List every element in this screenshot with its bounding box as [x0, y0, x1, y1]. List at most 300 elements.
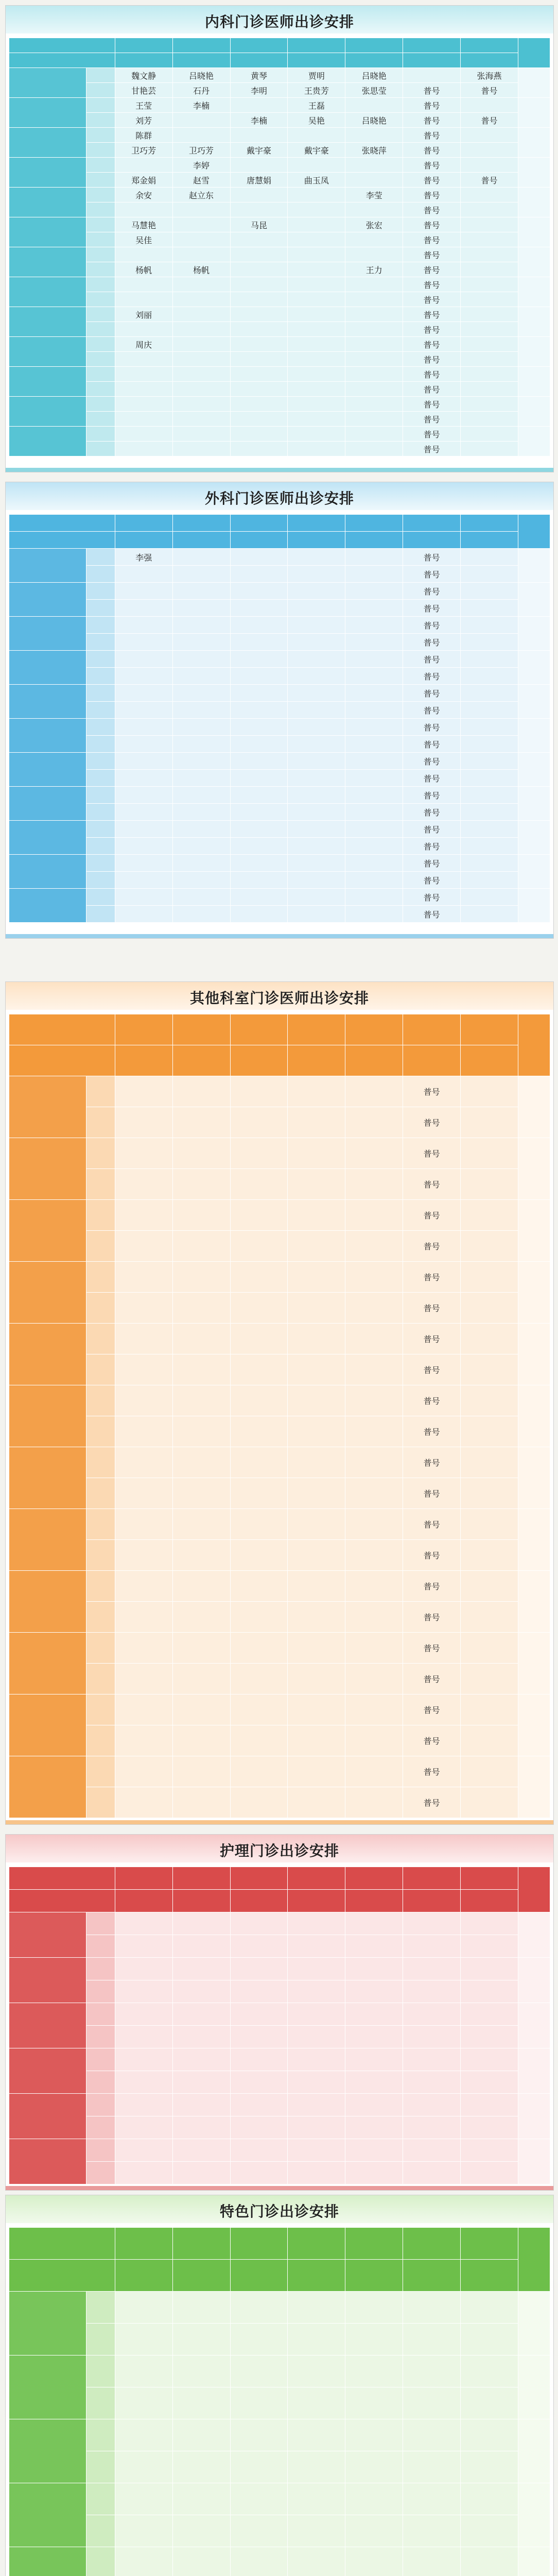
period-label — [86, 2094, 115, 2116]
doctor-cell: 普号 — [403, 143, 461, 158]
doctor-cell — [115, 753, 172, 770]
doctor-cell — [172, 651, 230, 668]
table-row — [9, 2324, 550, 2355]
doctor-cell — [115, 2515, 172, 2547]
dept-name — [9, 719, 86, 753]
doctor-cell — [288, 188, 345, 202]
period-label — [86, 770, 115, 787]
doctor-cell — [345, 1138, 403, 1169]
doctor-cell — [345, 2094, 403, 2116]
doctor-cell — [115, 1912, 172, 1935]
doctor-cell — [461, 549, 518, 566]
doctor-cell — [230, 1447, 288, 1478]
doctor-cell — [345, 2292, 403, 2324]
doctor-cell — [288, 872, 345, 889]
doctor-cell — [345, 906, 403, 923]
doctor-cell — [461, 1169, 518, 1200]
doctor-cell — [461, 247, 518, 262]
doctor-cell — [345, 397, 403, 412]
table-row — [9, 1912, 550, 1935]
doctor-cell — [288, 668, 345, 685]
doctor-cell: 王磊 — [288, 98, 345, 113]
dept-name — [9, 821, 86, 855]
period-label — [86, 247, 115, 262]
doctor-cell — [115, 2162, 172, 2184]
doctor-cell — [115, 427, 172, 442]
table-row — [9, 1725, 550, 1756]
table-row — [9, 1231, 550, 1262]
location-cell — [518, 1262, 550, 1324]
dept-name — [9, 787, 86, 821]
table-row — [9, 1633, 550, 1664]
table-row — [9, 872, 550, 889]
doctor-cell — [345, 2071, 403, 2094]
period-label — [86, 262, 115, 277]
period-label — [86, 685, 115, 702]
doctor-cell — [115, 583, 172, 600]
period-label — [86, 1756, 115, 1787]
doctor-cell — [345, 1912, 403, 1935]
dept-name — [9, 1756, 86, 1818]
doctor-cell — [461, 1980, 518, 2003]
doctor-cell — [345, 753, 403, 770]
header-day — [461, 1867, 518, 1890]
header-day — [230, 1014, 288, 1045]
doctor-cell — [172, 2419, 230, 2451]
doctor-cell — [172, 1958, 230, 1980]
doctor-cell — [461, 2003, 518, 2026]
doctor-cell — [345, 1324, 403, 1354]
doctor-cell — [115, 702, 172, 719]
doctor-cell — [172, 2387, 230, 2419]
doctor-cell — [288, 1138, 345, 1169]
doctor-cell: 普号 — [403, 232, 461, 247]
doctor-cell — [115, 2116, 172, 2139]
doctor-cell: 普号 — [403, 1478, 461, 1509]
doctor-cell — [115, 1200, 172, 1231]
doctor-cell — [115, 1571, 172, 1602]
period-label — [86, 583, 115, 600]
location-cell — [518, 753, 550, 787]
doctor-cell — [461, 1231, 518, 1262]
location-cell — [518, 787, 550, 821]
doctor-cell — [345, 337, 403, 352]
period-label — [86, 83, 115, 98]
period-label — [86, 232, 115, 247]
doctor-cell — [172, 1324, 230, 1354]
doctor-cell — [345, 442, 403, 456]
period-label — [86, 2483, 115, 2515]
doctor-cell — [288, 549, 345, 566]
table-row — [9, 292, 550, 307]
doctor-cell — [172, 2116, 230, 2139]
doctor-cell: 吕晓艳 — [172, 68, 230, 83]
doctor-cell — [115, 719, 172, 736]
doctor-cell — [288, 2071, 345, 2094]
period-label — [86, 804, 115, 821]
doctor-cell — [403, 1935, 461, 1958]
doctor-cell: 普号 — [403, 188, 461, 202]
period-label — [86, 2139, 115, 2162]
doctor-cell — [288, 821, 345, 838]
period-label — [86, 128, 115, 143]
dept-name — [9, 549, 86, 583]
header-dept-label — [9, 532, 115, 549]
doctor-cell: 戴宇豪 — [230, 143, 288, 158]
header-date-label — [9, 1014, 115, 1045]
doctor-cell: 普号 — [403, 1107, 461, 1138]
doctor-cell — [172, 1354, 230, 1385]
doctor-cell — [230, 804, 288, 821]
doctor-cell — [115, 352, 172, 367]
doctor-cell — [345, 2515, 403, 2547]
doctor-cell: 李婷 — [172, 158, 230, 173]
doctor-cell — [461, 397, 518, 412]
doctor-cell — [115, 1664, 172, 1694]
doctor-cell: 普号 — [403, 889, 461, 906]
doctor-cell: 普号 — [403, 412, 461, 427]
doctor-cell — [172, 2515, 230, 2547]
table-row — [9, 549, 550, 566]
doctor-cell — [115, 1694, 172, 1725]
doctor-cell — [403, 2547, 461, 2576]
doctor-cell — [345, 158, 403, 173]
doctor-cell — [288, 2483, 345, 2515]
header-weekday — [345, 1890, 403, 1912]
doctor-cell — [115, 1293, 172, 1324]
doctor-cell — [115, 412, 172, 427]
doctor-cell — [288, 770, 345, 787]
location-cell — [518, 617, 550, 651]
doctor-cell: 吕晓艳 — [345, 113, 403, 128]
doctor-cell — [461, 2071, 518, 2094]
table-row — [9, 262, 550, 277]
table-row — [9, 412, 550, 427]
doctor-cell — [230, 98, 288, 113]
doctor-cell — [172, 702, 230, 719]
doctor-cell — [345, 685, 403, 702]
header-weekday — [403, 1045, 461, 1076]
doctor-cell — [230, 337, 288, 352]
doctor-cell — [288, 1787, 345, 1818]
doctor-cell — [230, 668, 288, 685]
doctor-cell — [115, 1107, 172, 1138]
doctor-cell — [115, 821, 172, 838]
header-day — [172, 1014, 230, 1045]
other-depts-section — [5, 981, 554, 1825]
period-label — [86, 736, 115, 753]
doctor-cell — [345, 1756, 403, 1787]
dept-name — [9, 367, 86, 397]
doctor-cell — [230, 753, 288, 770]
doctor-cell — [288, 2419, 345, 2451]
doctor-cell — [115, 838, 172, 855]
period-label — [86, 367, 115, 382]
doctor-cell — [461, 1602, 518, 1633]
dept-name — [9, 247, 86, 277]
doctor-cell — [172, 2048, 230, 2071]
table-row — [9, 1138, 550, 1169]
doctor-cell — [461, 367, 518, 382]
doctor-cell — [345, 566, 403, 583]
doctor-cell — [288, 322, 345, 337]
doctor-cell: 普号 — [461, 173, 518, 188]
doctor-cell — [461, 787, 518, 804]
doctor-cell — [345, 736, 403, 753]
doctor-cell — [230, 2116, 288, 2139]
doctor-cell: 普号 — [403, 1787, 461, 1818]
doctor-cell — [115, 1980, 172, 2003]
doctor-cell — [172, 397, 230, 412]
doctor-cell — [115, 2139, 172, 2162]
period-label — [86, 651, 115, 668]
doctor-cell — [172, 367, 230, 382]
doctor-cell — [288, 1958, 345, 1980]
header-day — [172, 2228, 230, 2260]
doctor-cell — [345, 1725, 403, 1756]
header-weekday — [403, 1890, 461, 1912]
doctor-cell — [345, 98, 403, 113]
doctor-cell: 魏文静 — [115, 68, 172, 83]
table-row — [9, 307, 550, 322]
doctor-cell — [230, 1231, 288, 1262]
section-footer-band — [6, 934, 553, 938]
header-day — [172, 1867, 230, 1890]
table-row — [9, 277, 550, 292]
doctor-cell — [230, 1664, 288, 1694]
doctor-cell — [461, 1262, 518, 1293]
period-label — [86, 1980, 115, 2003]
doctor-cell — [230, 2003, 288, 2026]
doctor-cell — [288, 2547, 345, 2576]
table-row — [9, 685, 550, 702]
header-day — [461, 38, 518, 53]
doctor-cell — [288, 617, 345, 634]
doctor-cell — [230, 855, 288, 872]
header-weekday — [288, 1045, 345, 1076]
table-row — [9, 188, 550, 202]
doctor-cell — [115, 397, 172, 412]
period-label — [86, 906, 115, 923]
doctor-cell — [345, 651, 403, 668]
doctor-cell: 普号 — [403, 787, 461, 804]
doctor-cell — [461, 804, 518, 821]
doctor-cell — [461, 2162, 518, 2184]
table-row — [9, 600, 550, 617]
doctor-cell — [461, 2355, 518, 2387]
doctor-cell — [461, 1509, 518, 1540]
period-label — [86, 1200, 115, 1231]
doctor-cell — [115, 2355, 172, 2387]
header-day — [115, 1014, 172, 1045]
doctor-cell — [172, 2292, 230, 2324]
header-date-label — [9, 38, 115, 53]
header-day — [230, 1867, 288, 1890]
period-label — [86, 1935, 115, 1958]
period-label — [86, 634, 115, 651]
internal-medicine-section — [5, 5, 554, 472]
dept-name — [9, 2483, 86, 2547]
period-label — [86, 322, 115, 337]
location-cell — [518, 1958, 550, 2003]
section-title: 其他科室门诊医师出诊安排 — [189, 990, 369, 1007]
doctor-cell — [115, 2071, 172, 2094]
doctor-cell — [345, 1787, 403, 1818]
header-weekday — [115, 532, 172, 549]
doctor-cell — [230, 838, 288, 855]
doctor-cell — [461, 600, 518, 617]
doctor-cell — [461, 1478, 518, 1509]
doctor-cell: 普号 — [403, 337, 461, 352]
doctor-cell — [345, 1231, 403, 1262]
period-label — [86, 2003, 115, 2026]
doctor-cell: 普号 — [403, 1633, 461, 1664]
doctor-cell — [115, 1633, 172, 1664]
table-row — [9, 202, 550, 217]
doctor-cell — [288, 1385, 345, 1416]
doctor-cell: 普号 — [403, 382, 461, 397]
table-row — [9, 143, 550, 158]
doctor-cell — [288, 600, 345, 617]
location-cell — [518, 1912, 550, 1958]
header-day — [345, 1014, 403, 1045]
location-cell — [518, 427, 550, 456]
header-weekday — [230, 532, 288, 549]
doctor-cell — [115, 2026, 172, 2048]
doctor-cell — [230, 1478, 288, 1509]
doctor-cell — [230, 2355, 288, 2387]
doctor-cell — [461, 2026, 518, 2048]
table-row — [9, 1694, 550, 1725]
doctor-cell — [288, 277, 345, 292]
table-row — [9, 1980, 550, 2003]
location-cell — [518, 2483, 550, 2547]
doctor-cell: 普号 — [403, 1169, 461, 1200]
doctor-cell — [172, 382, 230, 397]
doctor-cell — [230, 247, 288, 262]
dept-name — [9, 1509, 86, 1571]
header-weekday — [461, 1890, 518, 1912]
header-day — [288, 1014, 345, 1045]
doctor-cell — [461, 889, 518, 906]
dept-name — [9, 1138, 86, 1200]
doctor-cell — [172, 202, 230, 217]
table-row — [9, 787, 550, 804]
doctor-cell — [115, 889, 172, 906]
location-cell — [518, 188, 550, 217]
doctor-cell — [461, 2116, 518, 2139]
doctor-cell: 普号 — [403, 872, 461, 889]
doctor-cell — [115, 2451, 172, 2483]
period-label — [86, 2116, 115, 2139]
doctor-cell — [345, 427, 403, 442]
table-row — [9, 2292, 550, 2324]
doctor-cell: 马慧艳 — [115, 217, 172, 232]
doctor-cell — [288, 1571, 345, 1602]
doctor-cell: 郑金娟 — [115, 173, 172, 188]
doctor-cell — [345, 128, 403, 143]
doctor-cell: 王力 — [345, 262, 403, 277]
doctor-cell: 普号 — [403, 1756, 461, 1787]
table-row — [9, 1324, 550, 1354]
doctor-cell — [288, 1169, 345, 1200]
table-row — [9, 1076, 550, 1107]
header-date-label — [9, 1867, 115, 1890]
header-day — [345, 1867, 403, 1890]
dept-name — [9, 1324, 86, 1385]
doctor-cell — [288, 753, 345, 770]
doctor-cell — [461, 158, 518, 173]
location-cell — [518, 1076, 550, 1138]
doctor-cell — [172, 872, 230, 889]
doctor-cell: 普号 — [461, 83, 518, 98]
doctor-cell — [115, 906, 172, 923]
doctor-cell — [288, 1756, 345, 1787]
doctor-cell — [172, 247, 230, 262]
doctor-cell — [230, 2451, 288, 2483]
period-label — [86, 98, 115, 113]
doctor-cell — [288, 1447, 345, 1478]
doctor-cell — [345, 367, 403, 382]
doctor-cell — [230, 1756, 288, 1787]
period-label — [86, 1958, 115, 1980]
location-cell — [518, 2003, 550, 2048]
doctor-cell: 吴艳 — [288, 113, 345, 128]
doctor-cell — [172, 307, 230, 322]
doctor-cell — [230, 600, 288, 617]
location-cell — [518, 821, 550, 855]
table-row — [9, 889, 550, 906]
doctor-cell — [461, 685, 518, 702]
doctor-cell — [461, 1935, 518, 1958]
location-cell — [518, 1324, 550, 1385]
period-label — [86, 1509, 115, 1540]
doctor-cell — [461, 277, 518, 292]
section-title: 护理门诊出诊安排 — [219, 1842, 339, 1859]
location-cell — [518, 2048, 550, 2094]
doctor-cell — [461, 2451, 518, 2483]
doctor-cell — [461, 262, 518, 277]
doctor-cell — [461, 412, 518, 427]
header-location — [518, 1867, 550, 1912]
doctor-cell: 赵雪 — [172, 173, 230, 188]
location-cell — [518, 651, 550, 685]
table-row — [9, 1293, 550, 1324]
doctor-cell — [172, 736, 230, 753]
doctor-cell: 普号 — [403, 307, 461, 322]
doctor-cell — [172, 2324, 230, 2355]
section-title: 特色门诊出诊安排 — [219, 2203, 339, 2220]
doctor-cell — [461, 855, 518, 872]
doctor-cell — [230, 2515, 288, 2547]
location-cell — [518, 277, 550, 307]
doctor-cell: 卫巧芳 — [115, 143, 172, 158]
doctor-cell — [115, 651, 172, 668]
doctor-cell — [115, 1756, 172, 1787]
doctor-cell — [461, 770, 518, 787]
doctor-cell — [288, 2515, 345, 2547]
doctor-cell — [461, 719, 518, 736]
doctor-cell — [172, 804, 230, 821]
doctor-cell — [115, 2003, 172, 2026]
period-label — [86, 549, 115, 566]
doctor-cell — [461, 98, 518, 113]
period-label — [86, 2324, 115, 2355]
doctor-cell — [172, 2162, 230, 2184]
table-row — [9, 2483, 550, 2515]
doctor-cell — [172, 753, 230, 770]
doctor-cell — [461, 337, 518, 352]
